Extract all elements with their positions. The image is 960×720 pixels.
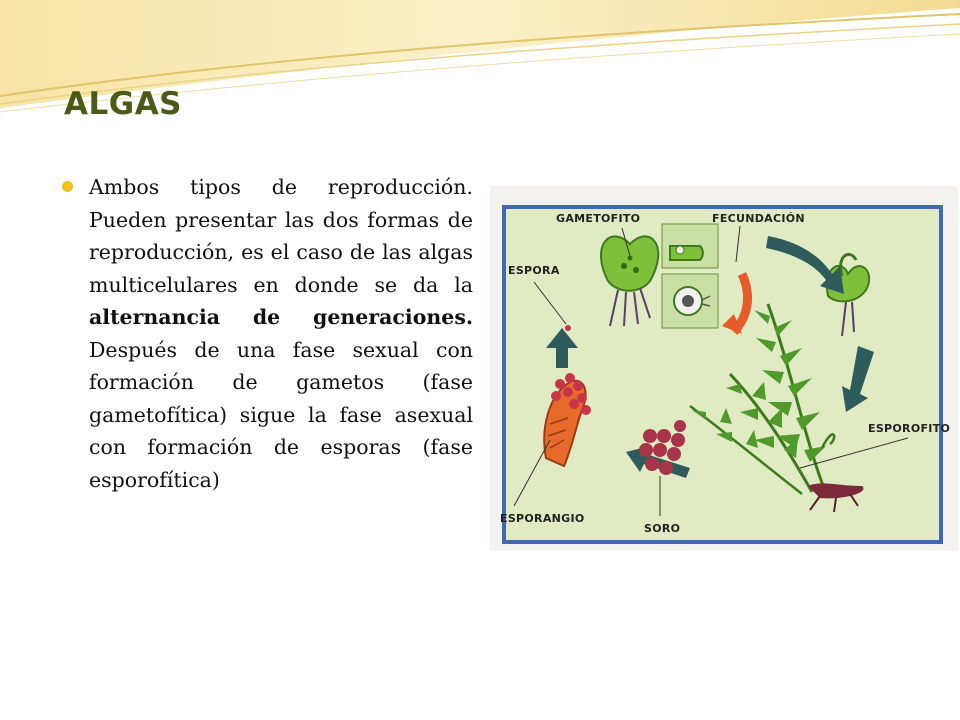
body-text-intro: Ambos tipos de reproducción. Pueden presentar las dos formas de reproducción, es el caso de las algas multicelulares en donde se da la — [89, 175, 473, 297]
label-soro: SORO — [644, 522, 681, 535]
life-cycle-diagram-panel — [490, 186, 958, 551]
label-espora: ESPORA — [508, 264, 560, 277]
spore-dot — [565, 325, 571, 331]
body-text-emphasis: alternancia de generaciones. — [89, 305, 473, 329]
label-esporofito: ESPOROFITO — [868, 422, 951, 435]
label-fecundacion: FECUNDACIÓN — [712, 212, 805, 225]
bullet-marker — [62, 181, 73, 192]
label-esporangio: ESPORANGIO — [500, 512, 585, 525]
body-paragraph — [89, 171, 473, 496]
fern-life-cycle-diagram — [490, 186, 958, 551]
fertilization-illustration — [662, 224, 718, 328]
label-gametofito: GAMETOFITO — [556, 212, 641, 225]
body-text-outro: Después de una fase sexual con formación de gametos (fase gametofítica) sigue la fase asexual con formación de esporas (fase esporofítica) — [89, 337, 473, 492]
slide-title: ALGAS — [64, 86, 183, 122]
